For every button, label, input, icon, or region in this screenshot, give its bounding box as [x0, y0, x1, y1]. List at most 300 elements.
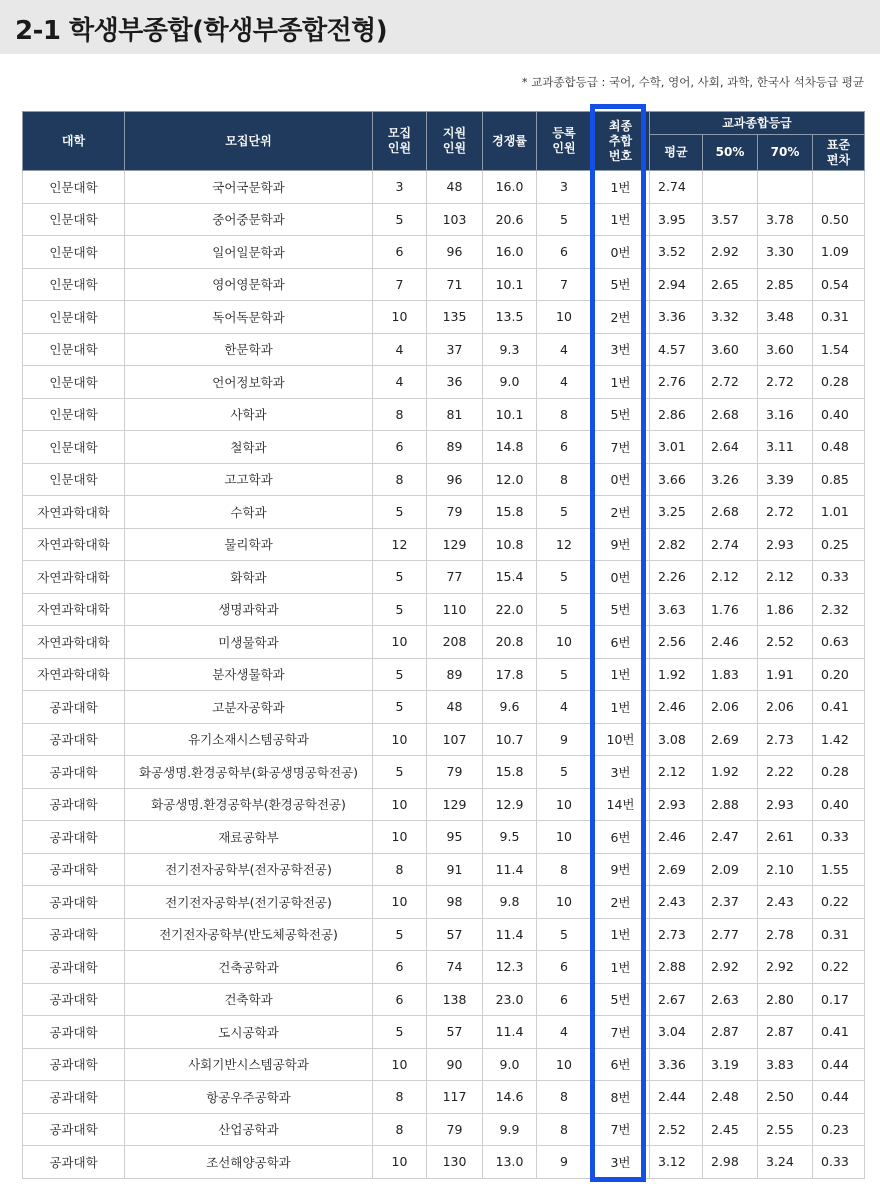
- header-applicants-line1: 지원: [442, 126, 467, 140]
- grade-avg-cell: 3.25: [650, 496, 703, 529]
- quota-cell: 10: [373, 1048, 427, 1081]
- table-row: [23, 821, 865, 854]
- grade-p70-cell: 2.93: [758, 528, 813, 561]
- grade-avg-cell: 1.92: [650, 658, 703, 691]
- header-quota-line1: 모집: [387, 126, 412, 140]
- final-waitlist-cell: 6번: [592, 1048, 650, 1081]
- enrolled-cell: 5: [537, 658, 592, 691]
- competition-cell: 14.8: [483, 431, 537, 464]
- final-waitlist-cell: 1번: [592, 171, 650, 204]
- enrolled-cell: 12: [537, 528, 592, 561]
- final-waitlist-cell: 2번: [592, 301, 650, 334]
- competition-cell: 15.8: [483, 496, 537, 529]
- department-cell: 화공생명.환경공학부(환경공학전공): [125, 788, 373, 821]
- department-cell: 유기소재시스템공학과: [125, 723, 373, 756]
- grade-p70-cell: 2.12: [758, 561, 813, 594]
- grade-p70-cell: 2.93: [758, 788, 813, 821]
- college-cell: 인문대학: [23, 398, 125, 431]
- grade-p70-cell: 3.30: [758, 236, 813, 269]
- quota-cell: 8: [373, 398, 427, 431]
- competition-cell: 10.8: [483, 528, 537, 561]
- header-avg: 평균: [650, 135, 703, 171]
- grade-p50-cell: 3.19: [703, 1048, 758, 1081]
- applicants-cell: 74: [427, 951, 483, 984]
- grade-p70-cell: 2.61: [758, 821, 813, 854]
- competition-cell: 12.3: [483, 951, 537, 984]
- department-cell: 건축학과: [125, 983, 373, 1016]
- quota-cell: 4: [373, 333, 427, 366]
- college-cell: 인문대학: [23, 268, 125, 301]
- applicants-cell: 81: [427, 398, 483, 431]
- grade-std-cell: 1.54: [813, 333, 865, 366]
- college-cell: 자연과학대학: [23, 626, 125, 659]
- college-cell: 인문대학: [23, 463, 125, 496]
- grade-p70-cell: 3.24: [758, 1146, 813, 1179]
- applicants-cell: 129: [427, 528, 483, 561]
- grade-p50-cell: 2.63: [703, 983, 758, 1016]
- grade-std-cell: 1.55: [813, 853, 865, 886]
- college-cell: 인문대학: [23, 203, 125, 236]
- grade-std-cell: 0.28: [813, 756, 865, 789]
- grade-p50-cell: 2.74: [703, 528, 758, 561]
- table-row: [23, 886, 865, 919]
- header-applicants-line2: 인원: [442, 141, 467, 155]
- department-cell: 화학과: [125, 561, 373, 594]
- grade-p50-cell: 3.57: [703, 203, 758, 236]
- department-cell: 항공우주공학과: [125, 1081, 373, 1114]
- table-row: [23, 171, 865, 204]
- competition-cell: 9.3: [483, 333, 537, 366]
- competition-cell: 12.9: [483, 788, 537, 821]
- grade-std-cell: 0.17: [813, 983, 865, 1016]
- grade-p70-cell: 2.55: [758, 1113, 813, 1146]
- college-cell: 자연과학대학: [23, 496, 125, 529]
- grade-p70-cell: 1.91: [758, 658, 813, 691]
- header-final-line3: 번호: [608, 148, 633, 163]
- quota-cell: 3: [373, 171, 427, 204]
- competition-cell: 23.0: [483, 983, 537, 1016]
- grade-p70-cell: 2.72: [758, 496, 813, 529]
- department-cell: 일어일문학과: [125, 236, 373, 269]
- grade-std-cell: 0.22: [813, 951, 865, 984]
- final-waitlist-cell: 0번: [592, 463, 650, 496]
- applicants-cell: 110: [427, 593, 483, 626]
- grade-std-cell: 0.23: [813, 1113, 865, 1146]
- college-cell: 자연과학대학: [23, 561, 125, 594]
- department-cell: 물리학과: [125, 528, 373, 561]
- grade-p50-cell: 2.68: [703, 496, 758, 529]
- competition-cell: 15.8: [483, 756, 537, 789]
- applicants-cell: 95: [427, 821, 483, 854]
- department-cell: 전기전자공학부(반도체공학전공): [125, 918, 373, 951]
- grade-p70-cell: 2.78: [758, 918, 813, 951]
- table-row: [23, 1048, 865, 1081]
- college-cell: 공과대학: [23, 983, 125, 1016]
- competition-cell: 17.8: [483, 658, 537, 691]
- enrolled-cell: 9: [537, 723, 592, 756]
- grade-p50-cell: 2.09: [703, 853, 758, 886]
- enrolled-cell: 4: [537, 366, 592, 399]
- grade-std-cell: 0.40: [813, 398, 865, 431]
- header-final-waitlist: [592, 112, 650, 171]
- applicants-cell: 71: [427, 268, 483, 301]
- grade-p50-cell: 1.92: [703, 756, 758, 789]
- grade-note: * 교과종합등급 : 국어, 수학, 영어, 사회, 과학, 한국사 석차등급 평균: [521, 75, 864, 89]
- college-cell: 공과대학: [23, 1016, 125, 1049]
- competition-cell: 13.5: [483, 301, 537, 334]
- quota-cell: 10: [373, 821, 427, 854]
- department-cell: 산업공학과: [125, 1113, 373, 1146]
- grade-avg-cell: 2.26: [650, 561, 703, 594]
- competition-cell: 15.4: [483, 561, 537, 594]
- department-cell: 사회기반시스템공학과: [125, 1048, 373, 1081]
- grade-p50-cell: 2.06: [703, 691, 758, 724]
- applicants-cell: 98: [427, 886, 483, 919]
- grade-p50-cell: 2.77: [703, 918, 758, 951]
- grade-avg-cell: 3.52: [650, 236, 703, 269]
- grade-p50-cell: 2.64: [703, 431, 758, 464]
- table-row: [23, 723, 865, 756]
- applicants-cell: 79: [427, 756, 483, 789]
- grade-avg-cell: 3.04: [650, 1016, 703, 1049]
- enrolled-cell: 6: [537, 951, 592, 984]
- grade-std-cell: 0.54: [813, 268, 865, 301]
- grade-avg-cell: 2.93: [650, 788, 703, 821]
- table-row: [23, 918, 865, 951]
- header-quota-line2: 인원: [387, 141, 412, 155]
- enrolled-cell: 6: [537, 983, 592, 1016]
- competition-cell: 9.6: [483, 691, 537, 724]
- final-waitlist-cell: 5번: [592, 398, 650, 431]
- table-row: [23, 593, 865, 626]
- grade-avg-cell: 3.95: [650, 203, 703, 236]
- grade-avg-cell: 3.36: [650, 301, 703, 334]
- final-waitlist-cell: 7번: [592, 431, 650, 464]
- page-title: 2-1 학생부종합(학생부종합전형): [15, 16, 388, 46]
- enrolled-cell: 10: [537, 1048, 592, 1081]
- competition-cell: 11.4: [483, 1016, 537, 1049]
- grade-std-cell: 0.22: [813, 886, 865, 919]
- grade-std-cell: 0.33: [813, 821, 865, 854]
- college-cell: 인문대학: [23, 301, 125, 334]
- quota-cell: 7: [373, 268, 427, 301]
- grade-std-cell: 1.42: [813, 723, 865, 756]
- grade-avg-cell: 3.08: [650, 723, 703, 756]
- grade-std-cell: 1.01: [813, 496, 865, 529]
- grade-p70-cell: 3.11: [758, 431, 813, 464]
- grade-p70-cell: 2.52: [758, 626, 813, 659]
- final-waitlist-cell: 6번: [592, 626, 650, 659]
- applicants-cell: 129: [427, 788, 483, 821]
- table-row: [23, 268, 865, 301]
- applicants-cell: 130: [427, 1146, 483, 1179]
- grade-p70-cell: 2.43: [758, 886, 813, 919]
- enrolled-cell: 6: [537, 236, 592, 269]
- grade-avg-cell: 3.36: [650, 1048, 703, 1081]
- applicants-cell: 117: [427, 1081, 483, 1114]
- enrolled-cell: 8: [537, 853, 592, 886]
- college-cell: 인문대학: [23, 333, 125, 366]
- final-waitlist-cell: 5번: [592, 593, 650, 626]
- quota-cell: 6: [373, 951, 427, 984]
- table-row: [23, 626, 865, 659]
- college-cell: 자연과학대학: [23, 593, 125, 626]
- grade-p70-cell: 2.87: [758, 1016, 813, 1049]
- quota-cell: 5: [373, 561, 427, 594]
- grade-std-cell: 0.44: [813, 1048, 865, 1081]
- enrolled-cell: 5: [537, 593, 592, 626]
- department-cell: 재료공학부: [125, 821, 373, 854]
- quota-cell: 8: [373, 1113, 427, 1146]
- header-enrolled-line2: 인원: [552, 141, 576, 155]
- table-row: [23, 366, 865, 399]
- grade-std-cell: 0.85: [813, 463, 865, 496]
- enrolled-cell: 8: [537, 398, 592, 431]
- competition-cell: 10.7: [483, 723, 537, 756]
- enrolled-cell: 8: [537, 1113, 592, 1146]
- competition-cell: 10.1: [483, 398, 537, 431]
- competition-cell: 20.6: [483, 203, 537, 236]
- college-cell: 공과대학: [23, 723, 125, 756]
- final-waitlist-cell: 1번: [592, 658, 650, 691]
- grade-std-cell: 0.50: [813, 203, 865, 236]
- table-row: [23, 951, 865, 984]
- enrolled-cell: 5: [537, 203, 592, 236]
- grade-avg-cell: 2.46: [650, 821, 703, 854]
- enrolled-cell: 10: [537, 788, 592, 821]
- table-row: [23, 1146, 865, 1179]
- header-p50: 50%: [703, 135, 758, 171]
- header-grade-group: 교과종합등급: [650, 112, 865, 135]
- grade-avg-cell: 2.94: [650, 268, 703, 301]
- applicants-cell: 138: [427, 983, 483, 1016]
- grade-std-cell: [813, 171, 865, 204]
- grade-p50-cell: 2.87: [703, 1016, 758, 1049]
- grade-avg-cell: 2.82: [650, 528, 703, 561]
- quota-cell: 4: [373, 366, 427, 399]
- grade-p50-cell: 2.98: [703, 1146, 758, 1179]
- table-row: [23, 333, 865, 366]
- quota-cell: 5: [373, 918, 427, 951]
- department-cell: 건축공학과: [125, 951, 373, 984]
- grade-std-cell: 0.40: [813, 788, 865, 821]
- grade-p70-cell: [758, 171, 813, 204]
- header-competition: 경쟁률: [483, 112, 537, 171]
- applicants-cell: 107: [427, 723, 483, 756]
- table-row: [23, 301, 865, 334]
- quota-cell: 5: [373, 658, 427, 691]
- grade-avg-cell: 2.86: [650, 398, 703, 431]
- competition-cell: 9.0: [483, 1048, 537, 1081]
- enrolled-cell: 4: [537, 691, 592, 724]
- college-cell: 공과대학: [23, 886, 125, 919]
- header-enrolled: [537, 112, 592, 171]
- final-waitlist-cell: 5번: [592, 983, 650, 1016]
- college-cell: 공과대학: [23, 951, 125, 984]
- grade-std-cell: 0.63: [813, 626, 865, 659]
- quota-cell: 8: [373, 1081, 427, 1114]
- applicants-cell: 37: [427, 333, 483, 366]
- final-waitlist-cell: 9번: [592, 853, 650, 886]
- grade-p50-cell: 3.60: [703, 333, 758, 366]
- applicants-cell: 79: [427, 496, 483, 529]
- quota-cell: 5: [373, 1016, 427, 1049]
- table-row: [23, 398, 865, 431]
- applicants-cell: 208: [427, 626, 483, 659]
- table-row: [23, 756, 865, 789]
- quota-cell: 10: [373, 301, 427, 334]
- grade-p50-cell: 1.83: [703, 658, 758, 691]
- final-waitlist-cell: 1번: [592, 951, 650, 984]
- enrolled-cell: 3: [537, 171, 592, 204]
- grade-p70-cell: 3.16: [758, 398, 813, 431]
- competition-cell: 20.8: [483, 626, 537, 659]
- quota-cell: 10: [373, 1146, 427, 1179]
- department-cell: 언어정보학과: [125, 366, 373, 399]
- competition-cell: 11.4: [483, 853, 537, 886]
- department-cell: 수학과: [125, 496, 373, 529]
- grade-std-cell: 0.44: [813, 1081, 865, 1114]
- final-waitlist-cell: 14번: [592, 788, 650, 821]
- grade-p50-cell: 1.76: [703, 593, 758, 626]
- final-waitlist-cell: 1번: [592, 203, 650, 236]
- quota-cell: 10: [373, 886, 427, 919]
- quota-cell: 12: [373, 528, 427, 561]
- table-row: [23, 431, 865, 464]
- quota-cell: 5: [373, 593, 427, 626]
- table-row: [23, 788, 865, 821]
- college-cell: 공과대학: [23, 821, 125, 854]
- grade-avg-cell: 2.73: [650, 918, 703, 951]
- final-waitlist-cell: 1번: [592, 918, 650, 951]
- table-row: [23, 496, 865, 529]
- enrolled-cell: 9: [537, 1146, 592, 1179]
- competition-cell: 22.0: [483, 593, 537, 626]
- grade-p50-cell: 2.65: [703, 268, 758, 301]
- enrolled-cell: 7: [537, 268, 592, 301]
- final-waitlist-cell: 6번: [592, 821, 650, 854]
- grade-avg-cell: 3.12: [650, 1146, 703, 1179]
- grade-p70-cell: 2.85: [758, 268, 813, 301]
- grade-avg-cell: 2.43: [650, 886, 703, 919]
- grade-avg-cell: 2.52: [650, 1113, 703, 1146]
- applicants-cell: 103: [427, 203, 483, 236]
- department-cell: 한문학과: [125, 333, 373, 366]
- grade-std-cell: 0.28: [813, 366, 865, 399]
- college-cell: 공과대학: [23, 1146, 125, 1179]
- department-cell: 조선해양공학과: [125, 1146, 373, 1179]
- department-cell: 전기전자공학부(전자공학전공): [125, 853, 373, 886]
- grade-avg-cell: 2.12: [650, 756, 703, 789]
- grade-p50-cell: 2.12: [703, 561, 758, 594]
- enrolled-cell: 5: [537, 561, 592, 594]
- enrolled-cell: 5: [537, 918, 592, 951]
- grade-p50-cell: 2.45: [703, 1113, 758, 1146]
- competition-cell: 16.0: [483, 171, 537, 204]
- college-cell: 공과대학: [23, 1113, 125, 1146]
- grade-std-cell: 0.20: [813, 658, 865, 691]
- quota-cell: 5: [373, 496, 427, 529]
- grade-avg-cell: 3.63: [650, 593, 703, 626]
- grade-p70-cell: 3.39: [758, 463, 813, 496]
- grade-p50-cell: 2.68: [703, 398, 758, 431]
- department-cell: 고분자공학과: [125, 691, 373, 724]
- grade-p70-cell: 2.72: [758, 366, 813, 399]
- applicants-cell: 57: [427, 918, 483, 951]
- applicants-cell: 36: [427, 366, 483, 399]
- table-body: [23, 171, 865, 1179]
- table-row: [23, 853, 865, 886]
- applicants-cell: 57: [427, 1016, 483, 1049]
- enrolled-cell: 10: [537, 821, 592, 854]
- grade-p50-cell: 2.92: [703, 951, 758, 984]
- header-department: 모집단위: [125, 112, 373, 171]
- competition-cell: 10.1: [483, 268, 537, 301]
- department-cell: 전기전자공학부(전기공학전공): [125, 886, 373, 919]
- grade-p70-cell: 1.86: [758, 593, 813, 626]
- table-row: [23, 203, 865, 236]
- applicants-cell: 79: [427, 1113, 483, 1146]
- applicants-cell: 89: [427, 658, 483, 691]
- college-cell: 공과대학: [23, 788, 125, 821]
- grade-avg-cell: 2.76: [650, 366, 703, 399]
- department-cell: 생명과학과: [125, 593, 373, 626]
- grade-avg-cell: 2.88: [650, 951, 703, 984]
- quota-cell: 6: [373, 431, 427, 464]
- grade-std-cell: 0.31: [813, 301, 865, 334]
- quota-cell: 5: [373, 691, 427, 724]
- table-row: [23, 1081, 865, 1114]
- final-waitlist-cell: 8번: [592, 1081, 650, 1114]
- header-final-line2: 추합: [608, 133, 633, 148]
- grade-p50-cell: [703, 171, 758, 204]
- table-row: [23, 658, 865, 691]
- grade-p70-cell: 2.50: [758, 1081, 813, 1114]
- grade-p50-cell: 3.26: [703, 463, 758, 496]
- applicants-cell: 91: [427, 853, 483, 886]
- enrolled-cell: 5: [537, 496, 592, 529]
- grade-p70-cell: 2.73: [758, 723, 813, 756]
- grade-avg-cell: 2.67: [650, 983, 703, 1016]
- grade-p70-cell: 2.80: [758, 983, 813, 1016]
- enrolled-cell: 4: [537, 1016, 592, 1049]
- grade-avg-cell: 2.44: [650, 1081, 703, 1114]
- final-waitlist-cell: 0번: [592, 561, 650, 594]
- department-cell: 국어국문학과: [125, 171, 373, 204]
- quota-cell: 6: [373, 983, 427, 1016]
- college-cell: 인문대학: [23, 171, 125, 204]
- grade-std-cell: 0.33: [813, 561, 865, 594]
- grade-p70-cell: 2.92: [758, 951, 813, 984]
- grade-avg-cell: 2.74: [650, 171, 703, 204]
- quota-cell: 8: [373, 853, 427, 886]
- applicants-cell: 90: [427, 1048, 483, 1081]
- enrolled-cell: 5: [537, 756, 592, 789]
- header-college: 대학: [23, 112, 125, 171]
- table-row: [23, 1016, 865, 1049]
- grade-avg-cell: 4.57: [650, 333, 703, 366]
- department-cell: 영어영문학과: [125, 268, 373, 301]
- college-cell: 공과대학: [23, 691, 125, 724]
- college-cell: 공과대학: [23, 918, 125, 951]
- applicants-cell: 135: [427, 301, 483, 334]
- final-waitlist-cell: 1번: [592, 366, 650, 399]
- enrolled-cell: 8: [537, 1081, 592, 1114]
- table-row: [23, 561, 865, 594]
- competition-cell: 9.5: [483, 821, 537, 854]
- table-row: [23, 528, 865, 561]
- grade-std-cell: 0.41: [813, 1016, 865, 1049]
